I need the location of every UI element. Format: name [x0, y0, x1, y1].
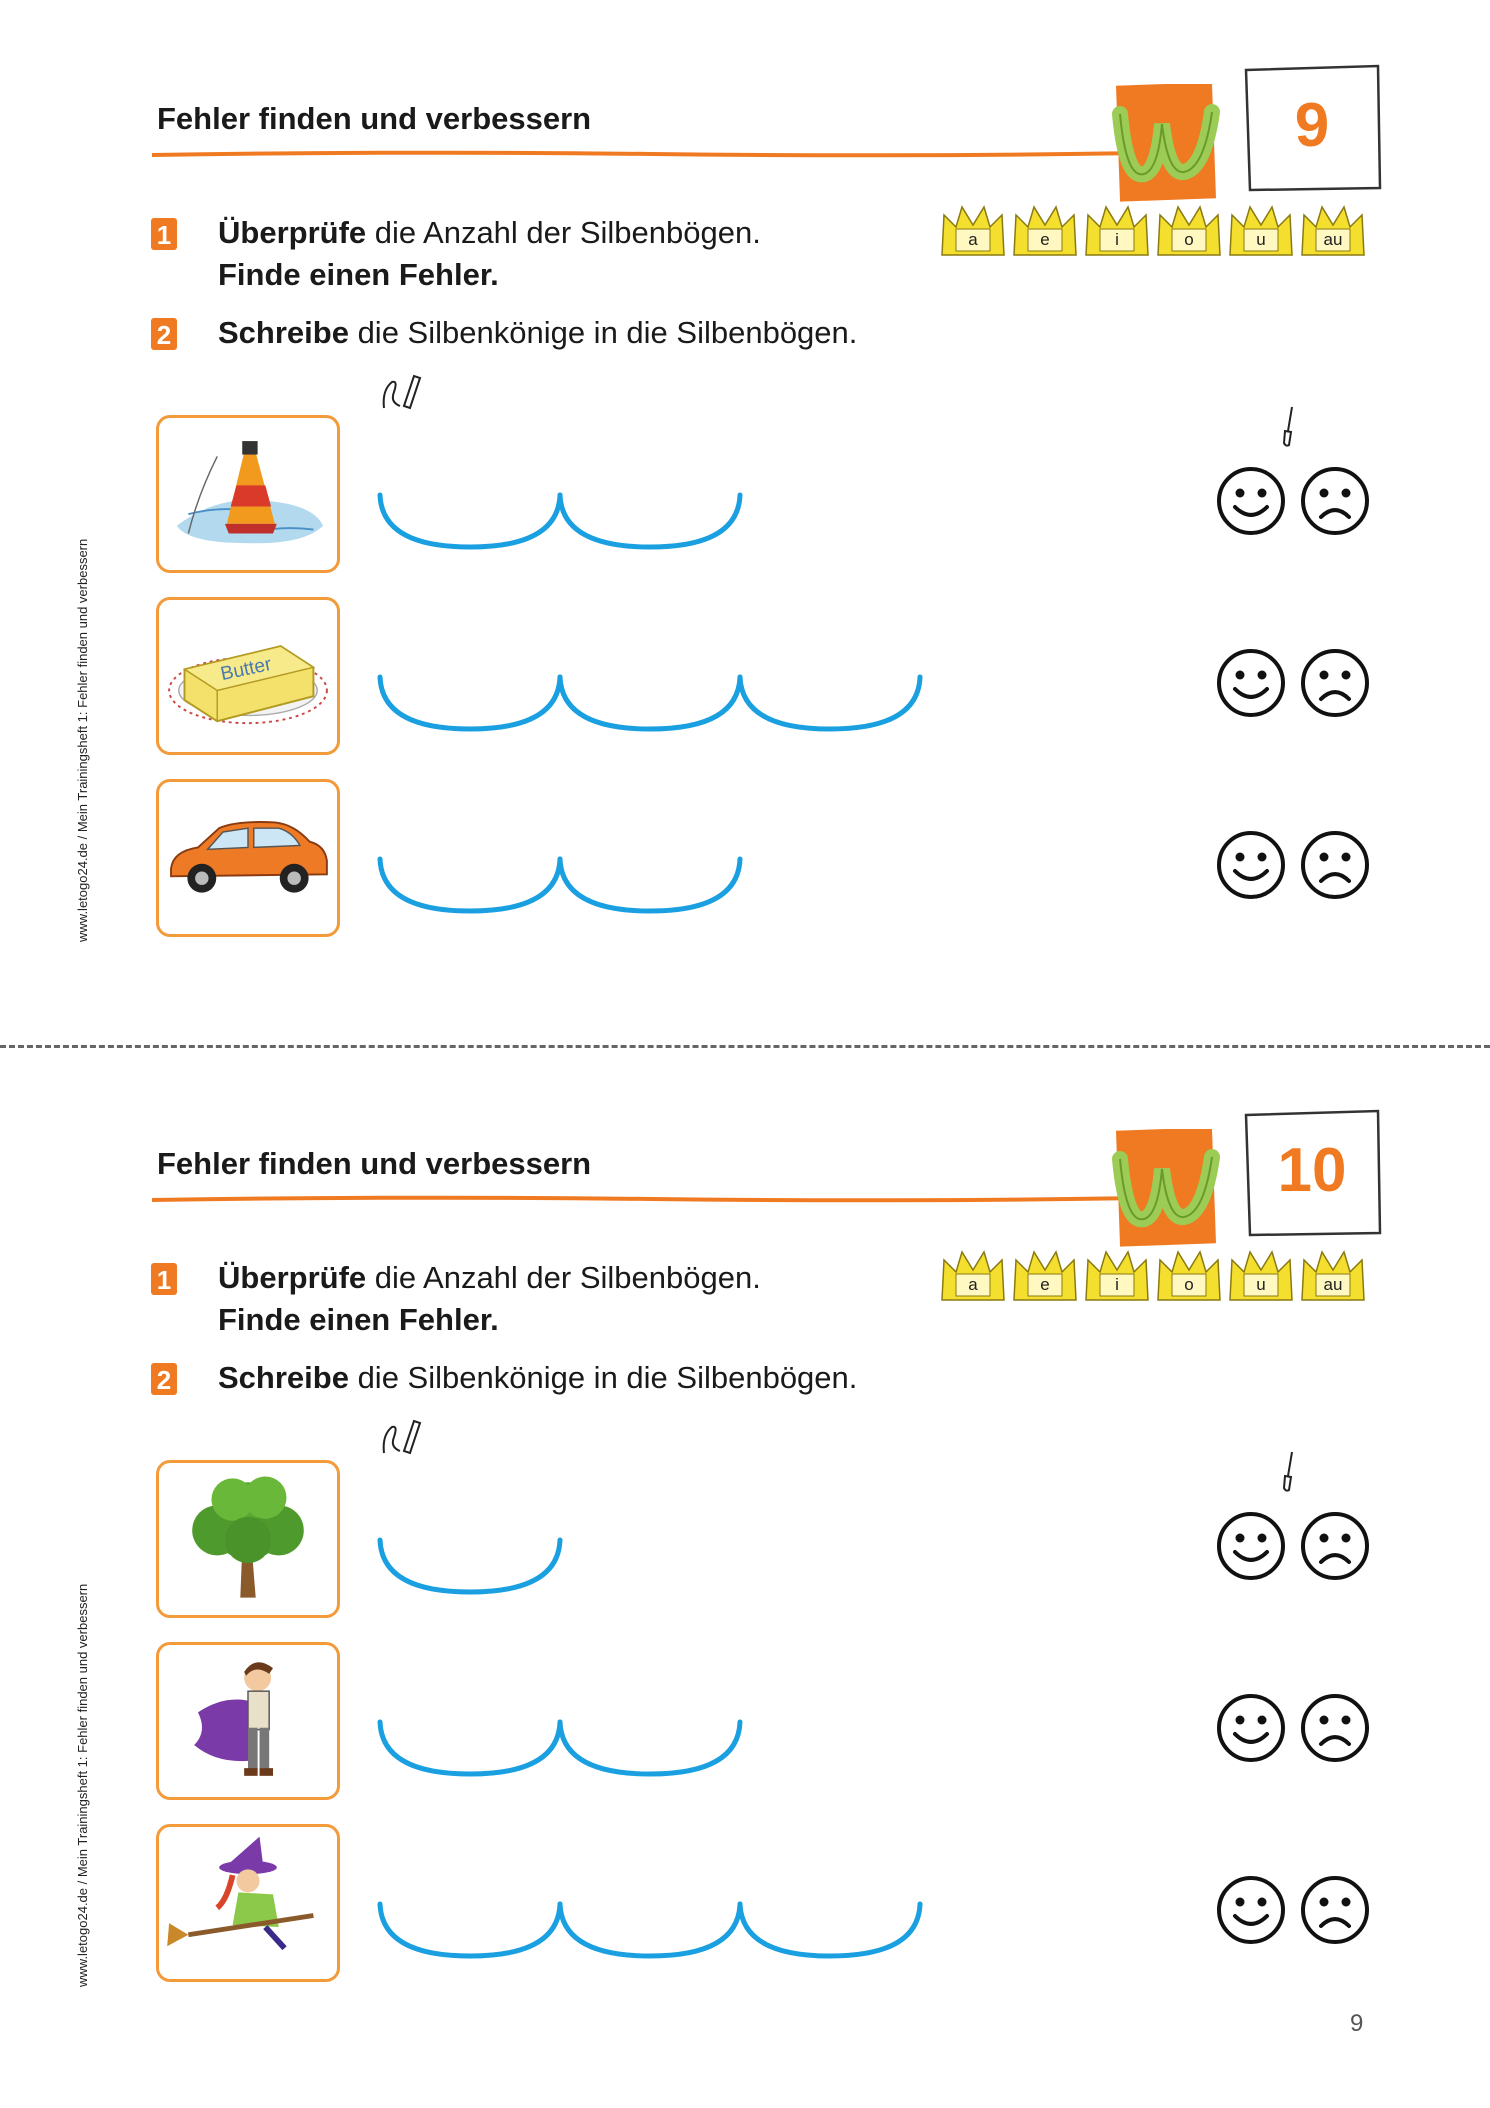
exercise-number: 10 — [1277, 1136, 1347, 1205]
side-credit: www.letogo24.de / Mein Trainingsheft 1: Fehler finden und verbessern — [75, 538, 90, 942]
vowel-label: au — [1323, 1275, 1343, 1294]
crown-icon — [1084, 205, 1150, 257]
happy-face-icon[interactable] — [1215, 647, 1287, 719]
task-2-verb: Schreibe — [218, 1360, 349, 1395]
title-underline — [152, 150, 1142, 158]
pencil-icon — [380, 372, 422, 412]
vowel-label: au — [1323, 230, 1343, 249]
picture-frame — [156, 1460, 340, 1618]
syllable-arcs — [370, 1894, 990, 1964]
vowel-crowns — [940, 205, 1380, 257]
exercise-row — [0, 1460, 1490, 1620]
title-underline — [152, 1195, 1142, 1203]
self-check — [1215, 829, 1375, 901]
vowel-label: a — [968, 1275, 978, 1294]
vowel-label: i — [1115, 1275, 1119, 1294]
svg-text:1: 1 — [156, 220, 172, 250]
exercise-row — [0, 779, 1490, 939]
butter-icon — [159, 600, 337, 752]
crown-icon — [1228, 1250, 1294, 1302]
picture-frame — [156, 1642, 340, 1800]
card-title: Fehler finden und verbessern — [157, 1146, 592, 1181]
picture-frame — [156, 779, 340, 937]
crown-icon — [940, 205, 1006, 257]
task-1-text: die Anzahl der Silbenbögen. — [366, 215, 761, 250]
crown-icon — [1300, 205, 1366, 257]
crown-icon — [1012, 205, 1078, 257]
task-number-1-icon — [150, 216, 178, 252]
vowel-label: a — [968, 230, 978, 249]
w-logo-icon — [1112, 84, 1220, 204]
crown-icon — [1300, 1250, 1366, 1302]
svg-text:2: 2 — [156, 320, 172, 350]
task-2-text: die Silbenkönige in die Silbenbögen. — [348, 1360, 858, 1395]
vowel-label: e — [1040, 230, 1050, 249]
side-credit: www.letogo24.de / Mein Trainingsheft 1: Fehler finden und verbessern — [75, 1583, 90, 1987]
tree-icon — [159, 1463, 337, 1615]
happy-face-icon[interactable] — [1215, 1874, 1287, 1946]
happy-face-icon[interactable] — [1215, 829, 1287, 901]
happy-face-icon[interactable] — [1215, 1692, 1287, 1764]
self-check — [1215, 647, 1375, 719]
syllable-arcs — [370, 849, 810, 919]
exercise-row — [0, 1824, 1490, 1984]
task-number-2-icon — [150, 316, 178, 352]
sad-face-icon[interactable] — [1299, 1510, 1371, 1582]
crown-icon — [1228, 205, 1294, 257]
pencil-icon — [380, 1417, 422, 1457]
task-2-text: die Silbenkönige in die Silbenbögen. — [348, 315, 858, 350]
crown-icon — [1012, 1250, 1078, 1302]
syllable-arcs — [370, 667, 990, 737]
task-2-verb: Schreibe — [218, 315, 349, 350]
picture-frame — [156, 415, 340, 573]
vowel-label: u — [1256, 230, 1266, 249]
vampire-icon — [159, 1645, 337, 1797]
crown-icon — [1156, 205, 1222, 257]
sad-face-icon[interactable] — [1299, 647, 1371, 719]
vowel-label: e — [1040, 1275, 1050, 1294]
card-title: Fehler finden und verbessern — [157, 101, 592, 136]
page-number: 9 — [1350, 2010, 1364, 2037]
sad-face-icon[interactable] — [1299, 465, 1371, 537]
crown-icon — [1156, 1250, 1222, 1302]
car-icon — [159, 782, 337, 934]
task-1-verb: Überprüfe — [218, 215, 367, 250]
happy-face-icon[interactable] — [1215, 1510, 1287, 1582]
crown-icon — [940, 1250, 1006, 1302]
svg-text:2: 2 — [156, 1365, 172, 1395]
vowel-crowns — [940, 1250, 1380, 1302]
picture-frame — [156, 597, 340, 755]
exercise-row — [0, 1642, 1490, 1802]
task-1-line2: Finde einen Fehler. — [218, 1302, 499, 1337]
task-1-text: die Anzahl der Silbenbögen. — [366, 1260, 761, 1295]
exercise-card-10 — [0, 1045, 1490, 2045]
task-1-verb: Überprüfe — [218, 1260, 367, 1295]
task-number-2-icon — [150, 1361, 178, 1397]
sad-face-icon[interactable] — [1299, 1874, 1371, 1946]
vowel-label: o — [1184, 230, 1194, 249]
buoy-icon — [159, 418, 337, 570]
w-logo-icon — [1112, 1129, 1220, 1249]
sad-face-icon[interactable] — [1299, 829, 1371, 901]
task-1-line2: Finde einen Fehler. — [218, 257, 499, 292]
exercise-row — [0, 597, 1490, 757]
vowel-label: i — [1115, 230, 1119, 249]
svg-text:Butter: Butter — [218, 653, 274, 686]
task-number-1-icon — [150, 1261, 178, 1297]
exercise-card-9 — [0, 0, 1490, 1000]
syllable-arcs — [370, 485, 810, 555]
svg-text:1: 1 — [156, 1265, 172, 1295]
vowel-label: u — [1256, 1275, 1266, 1294]
sad-face-icon[interactable] — [1299, 1692, 1371, 1764]
exercise-row — [0, 415, 1490, 575]
witch-icon — [159, 1827, 337, 1979]
self-check — [1215, 1510, 1375, 1582]
syllable-arcs — [370, 1712, 810, 1782]
exercise-number: 9 — [1294, 91, 1330, 160]
happy-face-icon[interactable] — [1215, 465, 1287, 537]
self-check — [1215, 1874, 1375, 1946]
self-check — [1215, 465, 1375, 537]
vowel-label: o — [1184, 1275, 1194, 1294]
picture-frame — [156, 1824, 340, 1982]
self-check — [1215, 1692, 1375, 1764]
crown-icon — [1084, 1250, 1150, 1302]
syllable-arcs — [370, 1530, 630, 1600]
